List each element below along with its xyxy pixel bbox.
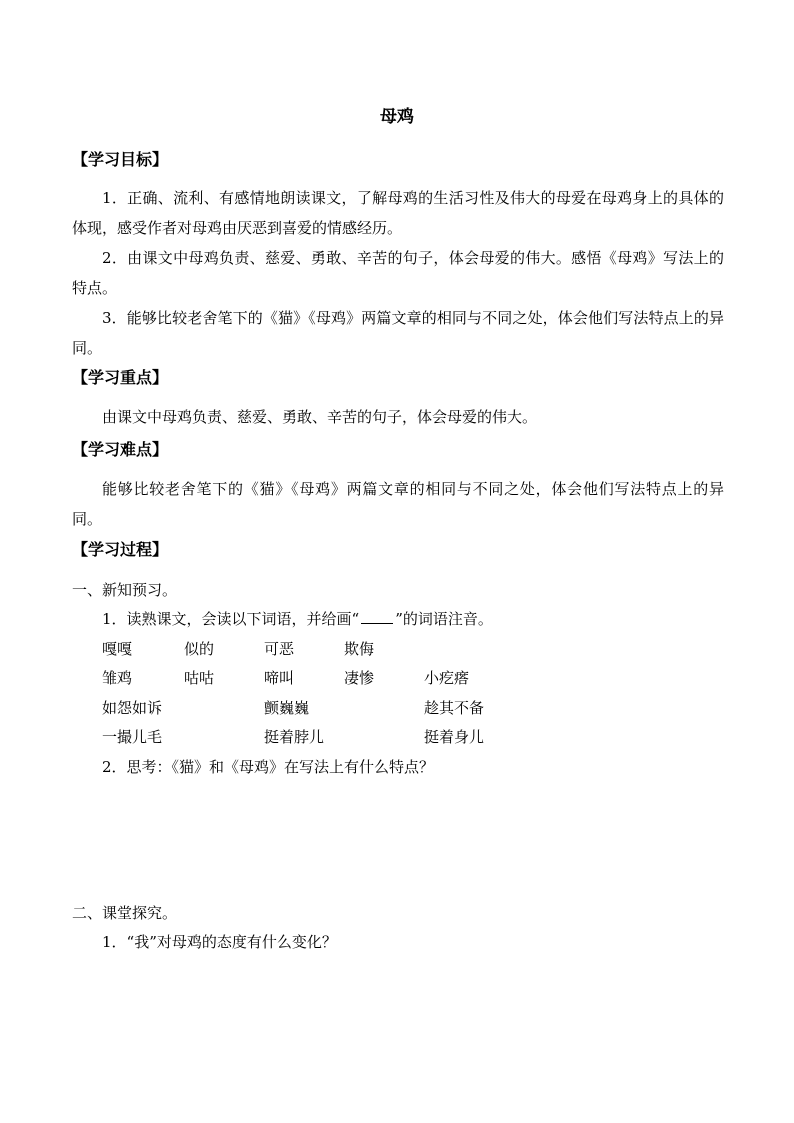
vocab-row-2	[102, 666, 522, 690]
section2-question-1: 1．“我”对母鸡的态度有什么变化？	[102, 933, 337, 951]
vocab-word: 咕咕	[184, 669, 215, 687]
vocab-word: 趁其不备	[424, 699, 485, 717]
vocab-word: 嘎嘎	[102, 640, 133, 658]
vocab-word: 小疙瘩	[424, 669, 470, 687]
vocab-word: 凄惨	[344, 669, 375, 687]
section1-title: 一、新知预习。	[72, 581, 178, 599]
goals-heading: 【学习目标】	[72, 150, 169, 169]
vocab-word: 一撮儿毛	[102, 728, 163, 746]
goal-item-1: 1．正确、流利、有感情地朗读课文，了解母鸡的生活习性及伟大的母爱在母鸡身上的具体的体现，感受作者对母鸡由厌恶到喜爱的情感经历。	[72, 189, 724, 237]
goal-item-3: 3．能够比较老舍笔下的《猫》《母鸡》两篇文章的相同与不同之处，体会他们写法特点上的异同。	[72, 309, 724, 357]
vocab-word: 似的	[184, 640, 215, 658]
vocab-word: 挺着脖儿	[264, 728, 325, 746]
goal-item-2: 2．由课文中母鸡负责、慈爱、勇敢、辛苦的句子，体会母爱的伟大。感悟《母鸡》写法上的特点。	[72, 249, 724, 297]
vocab-word: 雏鸡	[102, 669, 133, 687]
vocab-row-3	[102, 696, 522, 720]
question-1-text-before: 1．读熟课文，会读以下词语，并给画“	[102, 610, 360, 628]
vocab-row-4	[102, 725, 522, 749]
underline-blank	[361, 609, 393, 624]
section1-question-2: 2．思考：《猫》和《母鸡》在写法上有什么特点？	[102, 758, 435, 776]
vocab-word: 可恶	[264, 640, 295, 658]
section2-title: 二、课堂探究。	[72, 904, 178, 922]
vocab-word: 欺侮	[344, 640, 375, 658]
section1-question-1	[102, 607, 493, 631]
page-title: 母鸡	[380, 107, 414, 127]
difficulties-heading: 【学习难点】	[72, 440, 169, 459]
difficulties-text: 能够比较老舍笔下的《猫》《母鸡》两篇文章的相同与不同之处，体会他们写法特点上的异同。	[72, 480, 724, 528]
key-points-text: 由课文中母鸡负责、慈爱、勇敢、辛苦的句子，体会母爱的伟大。	[102, 408, 538, 426]
vocab-word: 颤巍巍	[264, 699, 310, 717]
vocab-word: 啼叫	[264, 669, 295, 687]
key-points-heading: 【学习重点】	[72, 368, 169, 387]
process-heading: 【学习过程】	[72, 540, 169, 559]
vocab-word: 挺着身儿	[424, 728, 485, 746]
vocab-row-1	[102, 637, 522, 661]
vocab-word: 如怨如诉	[102, 699, 163, 717]
question-1-text-after: ”的词语注音。	[395, 610, 493, 628]
